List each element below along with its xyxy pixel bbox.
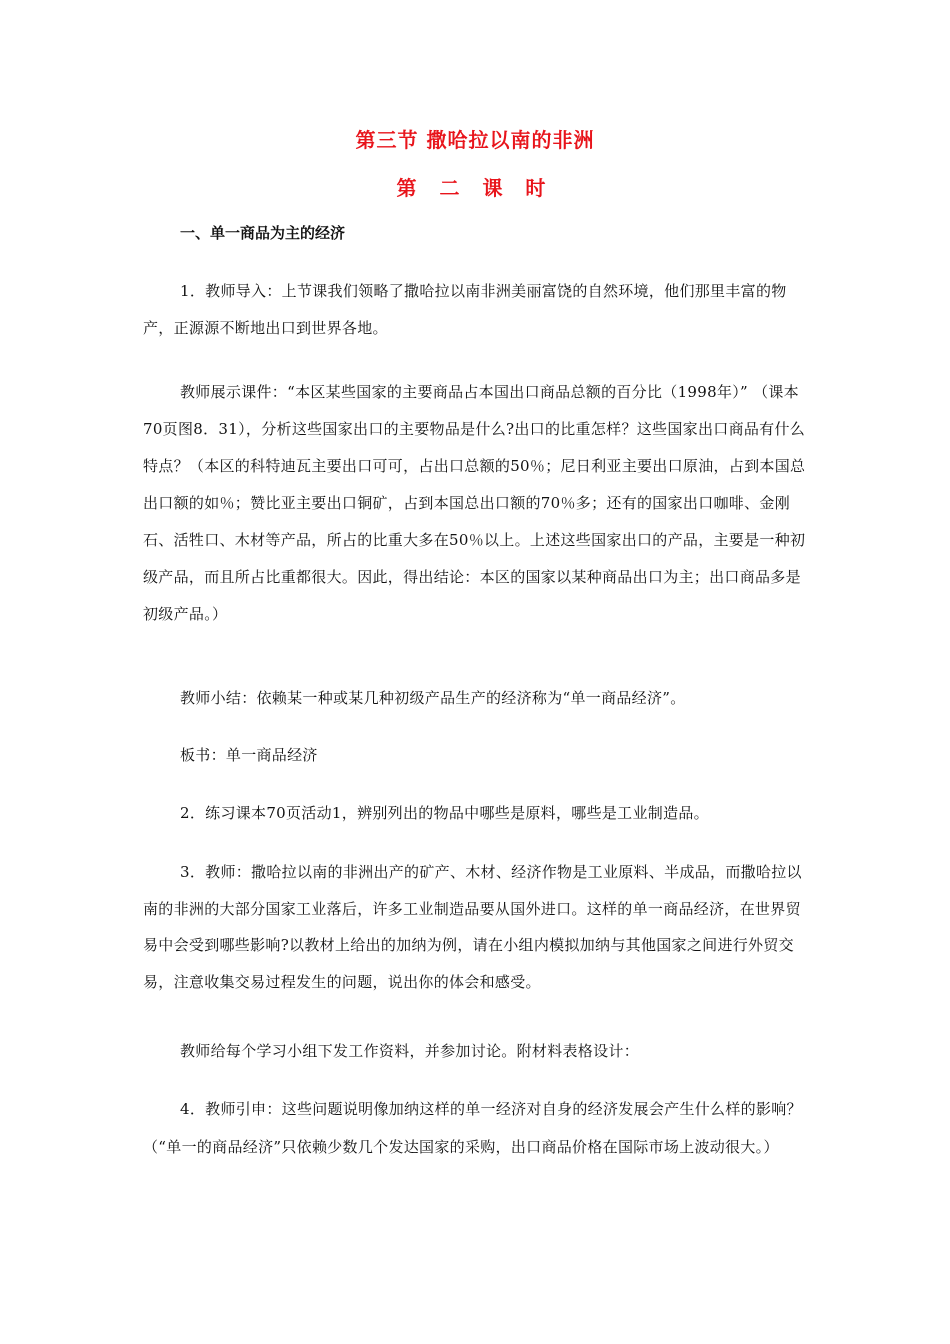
- paragraph-teacher-question: 3．教师：撒哈拉以南的非洲出产的矿产、木材、经济作物是工业原料、半成品，而撒哈拉以南的非洲的大部分国家工业落后，许多工业制造品要从国外进口。这样的单一商品经济，在世界贸易中会受到哪些影响?以教材上给出的加纳为例，请在小组内模拟加纳与其他国家之间进行外贸交易，注意收集交易过程发生的问题，说出你的体会和感受。: [143, 863, 802, 991]
- paragraph-teacher-intro: 1．教师导入：上节课我们领略了撒哈拉以南非洲美丽富饶的自然环境，他们那里丰富的物产，正源源不断地出口到世界各地。: [143, 282, 787, 337]
- paragraph-group-materials: 教师给每个学习小组下发工作资料，并参加讨论。附材料表格设计：: [180, 1042, 640, 1060]
- paragraph-courseware-display: 教师展示课件：“本区某些国家的主要商品占本国出口商品总额的百分比（1998年）” （课本70页图8．31），分析这些国家出口的主要物品是什么?出口的比重怎样？这些国家出口商品有什么特点？（本区的科特迪瓦主要出口可可，占出口总额的50％；尼日利亚主要出口原油，占到本国总出口额的如％；赞比亚主要出口铜矿，占到本国总出口额的70％多；还有的国家出口咖啡、金刚石、活牲口、木材等产品，所占的比重大多在50％以上。上述这些国家出口的产品，主要是一种初级产品，而且所占比重都很大。因此，得出结论：本区的国家以某种商品出口为主；出口商品多是初级产品。）: [143, 383, 806, 623]
- paragraph-teacher-summary: 教师小结：依赖某一种或某几种初级产品生产的经济称为“单一商品经济”。: [180, 689, 686, 707]
- paragraph-teacher-extension: 4．教师引申：这些问题说明像加纳这样的单一经济对自身的经济发展会产生什么样的影响？（“单一的商品经济”只依赖少数几个发达国家的采购，出口商品价格在国际市场上波动很大。）: [143, 1100, 802, 1156]
- document-title: 第三节 撒哈拉以南的非洲: [355, 128, 595, 152]
- paragraph-exercise: 2．练习课本70页活动1，辨别列出的物品中哪些是原料，哪些是工业制造品。: [180, 804, 709, 822]
- paragraph-board-note: 板书：单一商品经济: [180, 746, 318, 764]
- section-heading: 一、单一商品为主的经济: [180, 224, 346, 242]
- document-subtitle: 第 二 课 时: [396, 176, 554, 200]
